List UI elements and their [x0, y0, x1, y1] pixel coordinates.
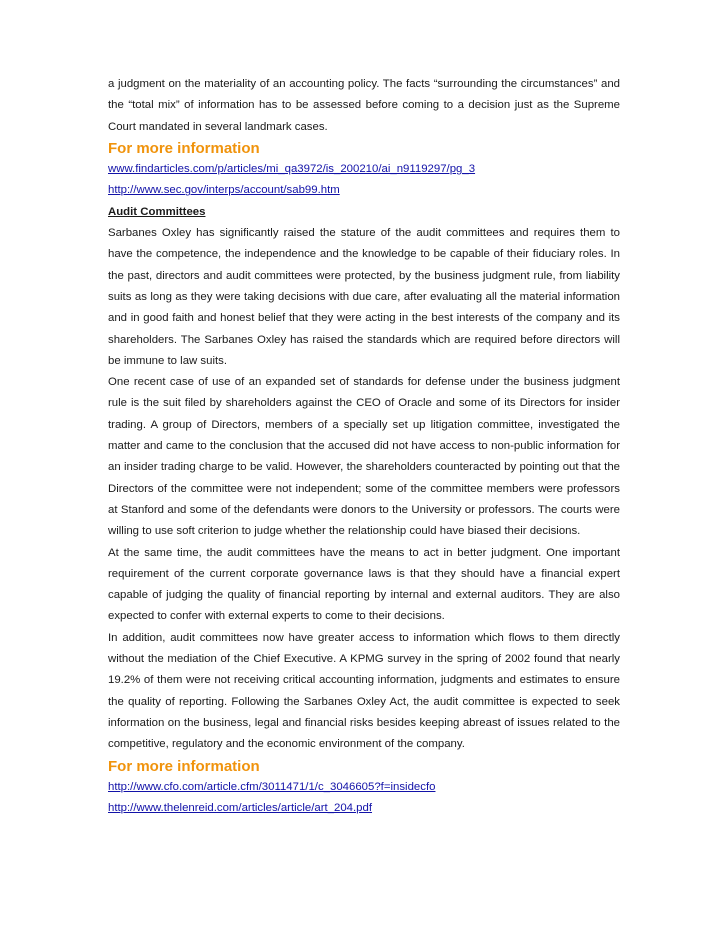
audit-committees-heading: Audit Committees — [108, 205, 206, 218]
link-cfo-article[interactable]: http://www.cfo.com/article.cfm/3011471/1/c_3046605?f=insidecfo — [108, 780, 436, 793]
audit-paragraph-1: Sarbanes Oxley has significantly raised the stature of the audit committees and requires them to have the competence, the independence and the knowledge to be capable of their fiduciary roles. In the past, directors and audit committees were protected, by the business judgment rule, from liability suits as long as they were taking decisions with due care, after evaluating all the material information and in good faith and honest belief that they were acting in the best interests of the company and its shareholders. The Sarbanes Oxley has raised the standards which are required before directors will be immune to law suits. — [108, 227, 620, 367]
document-page — [108, 74, 620, 819]
link-sec-sab99[interactable]: http://www.sec.gov/interps/account/sab99.htm — [108, 184, 340, 197]
more-info-heading-1: For more information — [108, 139, 260, 157]
audit-paragraph-2: One recent case of use of an expanded set of standards for defense under the business judgment rule is the suit filed by shareholders against the CEO of Oracle and some of its Directors for insider trading. A group of Directors, members of a specially set up litigation committee, investigated the matter and came to the conclusion that the accused did not have access to non-public information for an insider trading charge to be valid. However, the shareholders counteracted by pointing out that the Directors of the committee were not independent; some of the committee members were professors at Stanford and some of the defendants were donors to the University or professors. The courts were willing to use soft criterion to judge whether the relationship could have biased their decisions. — [108, 376, 620, 538]
link-thelenreid-article[interactable]: http://www.thelenreid.com/articles/article/art_204.pdf — [108, 802, 373, 815]
intro-paragraph: a judgment on the materiality of an accounting policy. The facts “surrounding the circumstances” and the “total mix” of information has to be assessed before coming to a decision just as the Supreme Court mandated in several landmark cases. — [108, 78, 620, 133]
link-findarticles[interactable]: www.findarticles.com/p/articles/mi_qa3972/is_200210/ai_n9119297/pg_3 — [108, 163, 476, 176]
audit-paragraph-4: In addition, audit committees now have greater access to information which flows to them directly without the mediation of the Chief Executive. A KPMG survey in the spring of 2002 found that nearly 19.2% of them were not receiving critical accounting information, judgments and estimates to ensure the quality of reporting. Following the Sarbanes Oxley Act, the audit committee is expected to seek information on the business, legal and financial risks besides keeping abreast of issues related to the competitive, regulatory and the economic environment of the company. — [108, 631, 620, 751]
more-info-heading-2: For more information — [108, 757, 260, 775]
audit-paragraph-3: At the same time, the audit committees have the means to act in better judgment. One important requirement of the current corporate governance laws is that they should have a financial expert capable of judging the quality of financial reporting by internal and external auditors. They are also expected to confer with external experts to come to their decisions. — [108, 546, 620, 623]
